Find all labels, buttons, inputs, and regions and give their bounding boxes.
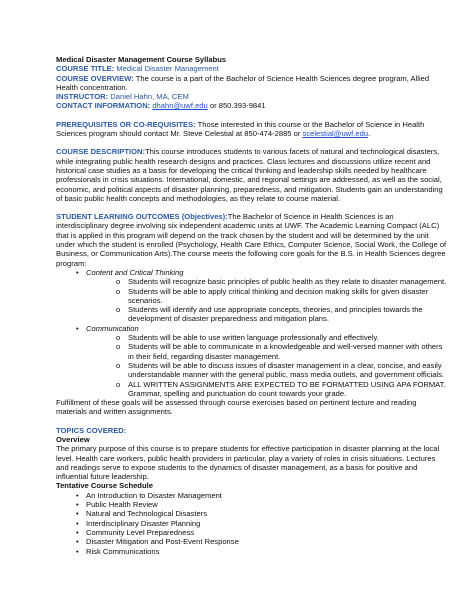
prerequisites-end: . bbox=[368, 129, 371, 139]
schedule-item-text: Risk Communications bbox=[86, 546, 160, 556]
contact-label: CONTACT INFORMATION: bbox=[56, 101, 151, 111]
goal-item bbox=[56, 277, 448, 286]
bullet-icon: • bbox=[76, 537, 79, 547]
goal-group-communication bbox=[56, 324, 448, 333]
fulfillment-paragraph: Fulfillment of these goals will be assessed through course exercises based on pertinent lecture and reading materials and written assignments. bbox=[56, 398, 417, 417]
course-title-line bbox=[56, 64, 448, 73]
topics-covered-heading: TOPICS COVERED: bbox=[56, 425, 127, 435]
sub-bullet-icon: o bbox=[116, 286, 121, 296]
bullet-icon: • bbox=[76, 509, 79, 519]
schedule-item-text: Public Health Review bbox=[86, 500, 158, 510]
goal-item bbox=[56, 287, 448, 306]
schedule-item bbox=[56, 509, 448, 518]
schedule-item bbox=[56, 547, 448, 556]
schedule-heading: Tentative Course Schedule bbox=[56, 481, 153, 491]
instructor-name: Daniel Hahn, MA, CEM bbox=[108, 92, 189, 102]
learning-outcomes-intro: The Bachelor of Science in Health Sciences is an interdisciplinary degree involving six independent academic units at UWF. The Academic Learning Compact (ALC) that is applied in this program will depend on the track chosen by the student and will be determined by the unit under which the student is enrolled (Psychology, Health Care Ethics, Computer Science, Social Work, the College of Business, or Communication Arts).The course meets the following core goals for the B.S. in Health Sciences degree program: bbox=[56, 212, 447, 268]
bullet-icon: • bbox=[76, 546, 79, 556]
sub-bullet-icon: o bbox=[116, 305, 121, 315]
document-title: Medical Disaster Management Course Syllabus bbox=[56, 55, 227, 64]
course-title-value: Medical Disaster Management bbox=[114, 64, 219, 74]
outcome-goals-list bbox=[56, 268, 448, 398]
contact-line bbox=[56, 101, 448, 110]
bullet-icon: • bbox=[76, 267, 79, 277]
course-overview-line bbox=[56, 74, 448, 93]
learning-outcomes-paragraph bbox=[56, 212, 448, 268]
contact-phone: or 850.393-9841 bbox=[207, 101, 266, 111]
goal-group-heading: Communication bbox=[86, 323, 139, 333]
bullet-icon: • bbox=[76, 500, 79, 510]
schedule-item bbox=[56, 519, 448, 528]
goal-group-content bbox=[56, 268, 448, 277]
instructor-email-link[interactable]: dhahn@uwf.edu bbox=[152, 101, 208, 111]
course-description-text: This course introduces students to various facets of natural and technological disasters, while integrating public health research designs and practices. Class lectures and discussions utilize recent and historical case studies as a basis for developing the critical thinking and leadership skills needed by healthcare professionals in crisis situations. International, domestic, and regional settings are addressed, as well as the social, economic, and political aspects of disaster planning, preparedness, and mitigation. Students gain an understanding of basic public health concepts and methodologies, as they relate to course material. bbox=[56, 147, 443, 203]
syllabus-content bbox=[56, 55, 448, 556]
overview-paragraph: The primary purpose of this course is to prepare students for effective participation in disaster planning at the local level. Health care workers, public health providers in particular, play a variety of roles in crisis situations. Lectures and readings serve to expose students to the dynamics of disaster management, as a basis for positive and influential future leadership. bbox=[56, 444, 440, 482]
goal-item-text: Students will be able to communicate in a knowledgeable and well-versed manner with others in their field, regarding disaster management. bbox=[128, 342, 443, 361]
goal-item bbox=[56, 333, 448, 342]
schedule-item-text: An Introduction to Disaster Management bbox=[86, 490, 222, 500]
goal-group-heading: Content and Critical Thinking bbox=[86, 267, 184, 277]
schedule-list bbox=[56, 491, 448, 556]
schedule-item-text: Natural and Technological Disasters bbox=[86, 509, 208, 519]
goal-item bbox=[56, 342, 448, 361]
sub-bullet-icon: o bbox=[116, 333, 121, 343]
goal-item-text: ALL WRITTEN ASSIGNMENTS ARE EXPECTED TO BE FORMATTED USING APA FORMAT. Grammar, spelling and punctuation do count towards your grade. bbox=[128, 379, 446, 398]
course-overview-text: The course is a part of the Bachelor of Science Health Sciences degree program, Allied Health concentration. bbox=[56, 73, 430, 92]
sub-bullet-icon: o bbox=[116, 379, 121, 389]
goal-item bbox=[56, 361, 448, 380]
learning-outcomes-label: STUDENT LEARNING OUTCOMES (Objectives): bbox=[56, 212, 228, 222]
prerequisites-label: PREREQUISITES OR CO-REQUISITES: bbox=[56, 119, 196, 129]
goal-item-text: Students will identify and use appropriate concepts, theories, and principles towards the development of disaster preparedness and mitigation plans. bbox=[128, 305, 423, 324]
overview-heading: Overview bbox=[56, 434, 90, 444]
instructor-line bbox=[56, 92, 448, 101]
bullet-icon: • bbox=[76, 323, 79, 333]
goal-item-text: Students will recognize basic principles of public health as they relate to disaster management. bbox=[128, 277, 447, 287]
schedule-item bbox=[56, 491, 448, 500]
schedule-item bbox=[56, 537, 448, 546]
goal-item-text: Students will be able to discuss issues of disaster management in a clear, concise, and easily understandable manner with the general public, mass media outlets, and government officials. bbox=[128, 360, 445, 380]
goal-item bbox=[56, 380, 448, 399]
bullet-icon: • bbox=[76, 490, 79, 500]
goal-item-text: Students will be able to use written language professionally and effectively. bbox=[128, 333, 379, 343]
sub-bullet-icon: o bbox=[116, 360, 121, 370]
schedule-item-text: Community Level Preparedness bbox=[86, 527, 195, 537]
advisor-email-link[interactable]: scelestial@uwf.edu bbox=[302, 129, 369, 139]
goal-item-text: Students will be able to apply critical thinking and decision making skills for given disaster scenarios. bbox=[128, 286, 429, 305]
course-title-label: COURSE TITLE: bbox=[56, 64, 115, 74]
bullet-icon: • bbox=[76, 518, 79, 528]
schedule-item-text: Disaster Mitigation and Post-Event Response bbox=[86, 537, 239, 547]
schedule-item bbox=[56, 528, 448, 537]
instructor-label: INSTRUCTOR: bbox=[56, 92, 109, 102]
prerequisites-paragraph bbox=[56, 120, 448, 139]
course-description-paragraph bbox=[56, 147, 448, 203]
sub-bullet-icon: o bbox=[116, 277, 121, 287]
bullet-icon: • bbox=[76, 527, 79, 537]
prerequisites-text: Those interested in this course or the Bachelor of Science in Health Sciences program should contact Mr. Steve Celestial at 850-474-2885 or bbox=[56, 119, 425, 139]
schedule-item-text: Interdisciplinary Disaster Planning bbox=[86, 518, 201, 528]
course-description-label: COURSE DESCRIPTION: bbox=[56, 147, 146, 157]
goal-item bbox=[56, 305, 448, 324]
schedule-item bbox=[56, 500, 448, 509]
course-overview-label: COURSE OVERVIEW: bbox=[56, 73, 134, 83]
sub-bullet-icon: o bbox=[116, 342, 121, 352]
